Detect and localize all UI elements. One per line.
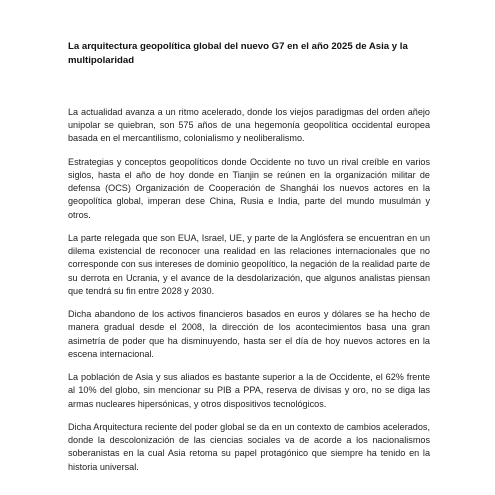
paragraph-6: Dicha Arquitectura reciente del poder global se da en un contexto de cambios acelerados, donde la descolonización de las ciencias sociales va de acorde a los nacionalismos soberanistas en la cual Asia retoma su papel protagónico que siempre ha tenido en la historia universal. <box>68 422 430 472</box>
paragraph-2: Estrategias y conceptos geopolíticos donde Occidente no tuvo un rival creíble en varios siglos, hasta el año de hoy donde en Tianjin se reúnen en la organización militar de defensa (OCS) Organización de Cooperación de Shanghái los nuevos actores en la geopolítica global, imperan dese China, Rusia e India, parte del mundo musulmán y otros. <box>68 156 430 220</box>
paragraph-3: La parte relegada que son EUA, Israel, UE, y parte de la Anglósfera se encuentran en un dilema existencial de reconocer una realidad en las relaciones internacionales que no corresponde con sus intereses de dominio geopolítico, la negación de la realidad parte de su derrota en Ucrania, y el avance de la desdolarización, que algunos analistas piensan que tendrá su fin entre 2028 y 2030. <box>68 233 430 296</box>
paragraph-4: Dicha abandono de los activos financieros basados en euros y dólares se ha hecho de manera gradual desde el 2008, la dirección de los acontecimientos basa una gran asimetría de poder que ha disminuyendo, hasta ser el día de hoy nuevos actores en la escena internacional. <box>68 309 430 359</box>
paragraph-5: La población de Asia y sus aliados es bastante superior a la de Occidente, el 62% frente al 10% del globo, sin mencionar su PIB a PPA, reserva de divisas y oro, no se diga las armas nucleares hipersónicas, y otros dispositivos tecnológicos. <box>68 372 430 409</box>
document-page <box>68 40 430 484</box>
paragraph-1: La actualidad avanza a un ritmo acelerado, donde los viejos paradigmas del orden añejo unipolar se quiebran, son 575 años de una hegemonía geopolítica occidental europea basada en el mercantilismo, colonialismo y neoliberalismo. <box>68 107 430 144</box>
document-title: La arquitectura geopolítica global del nuevo G7 en el año 2025 de Asia y la multipolaridad <box>68 41 408 66</box>
